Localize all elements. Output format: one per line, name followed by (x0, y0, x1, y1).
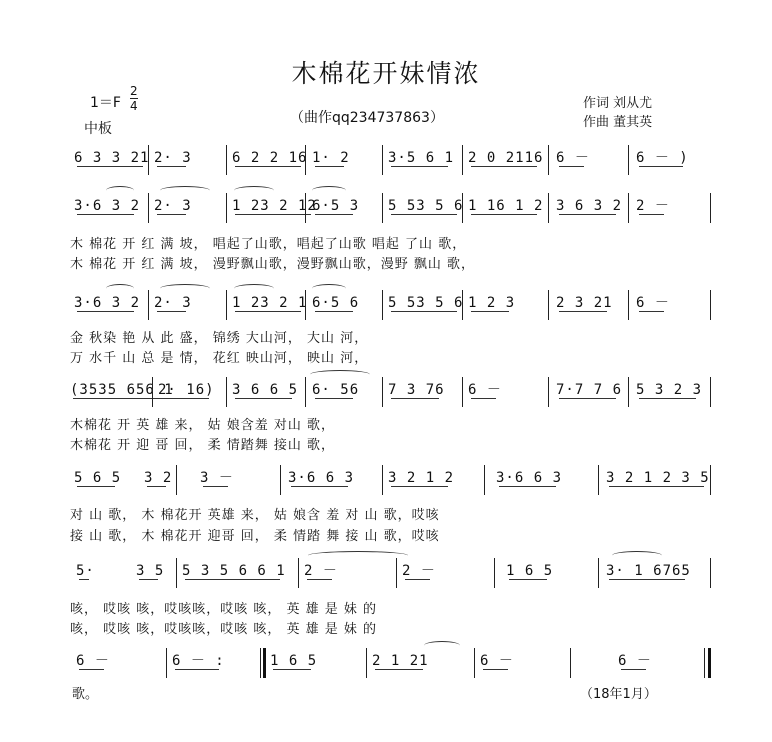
final-lyric: 歌。 (72, 687, 99, 702)
bar-line (148, 193, 149, 223)
bar-line (710, 193, 711, 223)
measure: 1· 2 (312, 145, 350, 171)
slur (612, 551, 662, 560)
bar-line (598, 465, 599, 495)
slur (312, 284, 346, 293)
composer: 作曲 董其英 (583, 115, 653, 130)
measure: 2 1 21 (372, 648, 429, 674)
tempo-marking: 中板 (84, 121, 112, 137)
bar-line (280, 465, 281, 495)
final-bar-line-thick (708, 648, 711, 678)
bar-line (628, 290, 629, 320)
measure: 5 3 5 6 6 1 (182, 558, 286, 584)
lyric-line: 万 水千 山 总 是 情， 花红 映山河， 映山 河， (70, 351, 369, 366)
measure: 6· 56 (312, 377, 359, 403)
measure: 6 － : (172, 648, 225, 674)
bar-line (366, 648, 367, 678)
measure: 2· 3 (154, 193, 192, 219)
slur (160, 186, 210, 195)
measure: 1 23 2 1 (232, 290, 307, 316)
measure: 2 3 21 (556, 290, 613, 316)
key-signature: 1＝F (90, 95, 121, 111)
time-signature-bottom: 4 (130, 99, 138, 113)
staff-row-1 (70, 145, 716, 171)
measure: 1 23 2 12 (232, 193, 317, 219)
measure: 6 － (480, 648, 514, 674)
repeat-bar-line-thick (263, 648, 266, 678)
bar-line (176, 465, 177, 495)
bar-line (298, 558, 299, 588)
measure: 6 － (468, 377, 502, 403)
bar-line (462, 377, 463, 407)
measure: 2· 16) (158, 377, 215, 403)
measure: 3 6 6 5 (232, 377, 298, 403)
bar-line (305, 193, 306, 223)
bar-line (462, 290, 463, 320)
measure: 3·6 6 3 (288, 465, 354, 491)
slur (106, 186, 134, 195)
measure: 6 － (636, 290, 670, 316)
bar-line (494, 558, 495, 588)
lyric-line: 接 山 歌， 木 棉花开 迎哥 回， 柔 情踏 舞 接 山 歌，哎咳 (70, 529, 440, 544)
final-bar-line (704, 648, 705, 678)
bar-line (166, 648, 167, 678)
bar-line (226, 290, 227, 320)
time-signature-top: 2 (130, 84, 138, 98)
lyric-line: 木 棉花 开 红 满 坡， 唱起了山歌，唱起了山歌 唱起 了山 歌， (70, 237, 467, 252)
measure: 7·7 7 6 (556, 377, 622, 403)
measure: 1 6 5 (506, 558, 553, 584)
bar-line (474, 648, 475, 678)
measure: 2 － (304, 558, 338, 584)
bar-line (382, 145, 383, 175)
bar-line (628, 145, 629, 175)
slur (160, 284, 210, 293)
measure: 3 2 1 2 3 5 (606, 465, 710, 491)
bar-line (548, 145, 549, 175)
measure: 2· 3 (154, 290, 192, 316)
bar-line (152, 377, 153, 407)
slur (312, 186, 346, 195)
bar-line (305, 290, 306, 320)
lyric-line: 木棉花 开 迎 哥 回， 柔 情踏舞 接山 歌， (70, 438, 336, 453)
slur (234, 284, 274, 293)
measure: (3535 656 1 (70, 377, 174, 403)
bar-line (148, 145, 149, 175)
measure: 6 3 3 21 (74, 145, 149, 171)
bar-line (548, 290, 549, 320)
bar-line (148, 290, 149, 320)
measure: 1 6 5 (270, 648, 317, 674)
slur (106, 284, 134, 293)
measure: 1 2 3 (468, 290, 515, 316)
bar-line (396, 558, 397, 588)
measure: 3 － (200, 465, 234, 491)
bar-line (628, 377, 629, 407)
slur (310, 370, 370, 379)
measure: 2· 3 (154, 145, 192, 171)
measure: 7 3 76 (388, 377, 445, 403)
bar-line (570, 648, 571, 678)
lyric-line: 咳， 哎咳 咳，哎咳咳，哎咳 咳， 英 雄 是 妹 的 (70, 622, 378, 637)
bar-line (710, 290, 711, 320)
bar-line (462, 145, 463, 175)
measure: 5· (76, 558, 95, 584)
date-stamp: （18年1月） (580, 687, 657, 702)
bar-line (710, 558, 711, 588)
measure: 3·6 3 2 (74, 290, 140, 316)
measure: 6 － ) (636, 145, 689, 171)
measure: 2 － (402, 558, 436, 584)
bar-line (710, 377, 711, 407)
slur (234, 186, 274, 195)
bar-line (598, 558, 599, 588)
measure: 6 － (76, 648, 110, 674)
repeat-bar-line (260, 648, 261, 678)
bar-line (710, 465, 711, 495)
song-title: 木棉花开妹情浓 (291, 59, 481, 88)
measure: 6 2 2 16 (232, 145, 307, 171)
slur (308, 551, 408, 560)
measure: 5 6 5 (74, 465, 121, 491)
staff-row-6 (70, 558, 716, 584)
staff-row-5 (70, 465, 716, 491)
bar-line (226, 145, 227, 175)
bar-line (382, 290, 383, 320)
bar-line (176, 558, 177, 588)
lyric-line: 金 秋染 艳 从 此 盛， 锦绣 大山河， 大山 河， (70, 331, 369, 346)
bar-line (305, 377, 306, 407)
measure: 6·5 6 (312, 290, 359, 316)
measure: 3 5 (136, 558, 164, 584)
bar-line (628, 193, 629, 223)
measure: 1 16 1 2 (468, 193, 543, 219)
bar-line (226, 193, 227, 223)
measure: 3 2 (144, 465, 172, 491)
staff-row-7 (70, 648, 716, 674)
measure: 3· 1 6765 (606, 558, 691, 584)
bar-line (305, 145, 306, 175)
bar-line (382, 193, 383, 223)
measure: 6·5 3 (312, 193, 359, 219)
staff-row-3 (70, 290, 716, 316)
measure: 5 3 2 3 (636, 377, 702, 403)
measure: 2 － (636, 193, 670, 219)
measure: 3·5 6 1 (388, 145, 454, 171)
lyricist: 作词 刘从尤 (583, 96, 653, 111)
staff-row-4 (70, 377, 716, 403)
bar-line (382, 377, 383, 407)
measure: 3 6 3 2 (556, 193, 622, 219)
measure: 2 0 2116 (468, 145, 543, 171)
lyric-line: 咳， 哎咳 咳，哎咳咳，哎咳 咳， 英 雄 是 妹 的 (70, 602, 378, 617)
bar-line (548, 377, 549, 407)
staff-row-2 (70, 193, 716, 219)
measure: 6 － (618, 648, 652, 674)
measure: 3·6 6 3 (496, 465, 562, 491)
measure: 6 － (556, 145, 590, 171)
measure: 3·6 3 2 (74, 193, 140, 219)
measure: 5 53 5 6 (388, 290, 463, 316)
bar-line (484, 465, 485, 495)
lyric-line: 木棉花 开 英 雄 来， 姑 娘含羞 对山 歌， (70, 418, 336, 433)
measure: 5 53 5 6 (388, 193, 463, 219)
bar-line (226, 377, 227, 407)
lyric-line: 对 山 歌， 木 棉花开 英雄 来， 姑 娘含 羞 对 山 歌，哎咳 (70, 508, 440, 523)
bar-line (382, 465, 383, 495)
credit-line: （曲作qq234737863） (290, 110, 444, 126)
time-signature (130, 84, 138, 113)
bar-line (462, 193, 463, 223)
measure: 3 2 1 2 (388, 465, 454, 491)
bar-line (548, 193, 549, 223)
slur (424, 641, 460, 650)
lyric-line: 木 棉花 开 红 满 坡， 漫野飘山歌，漫野飘山歌，漫野 飘山 歌， (70, 257, 476, 272)
